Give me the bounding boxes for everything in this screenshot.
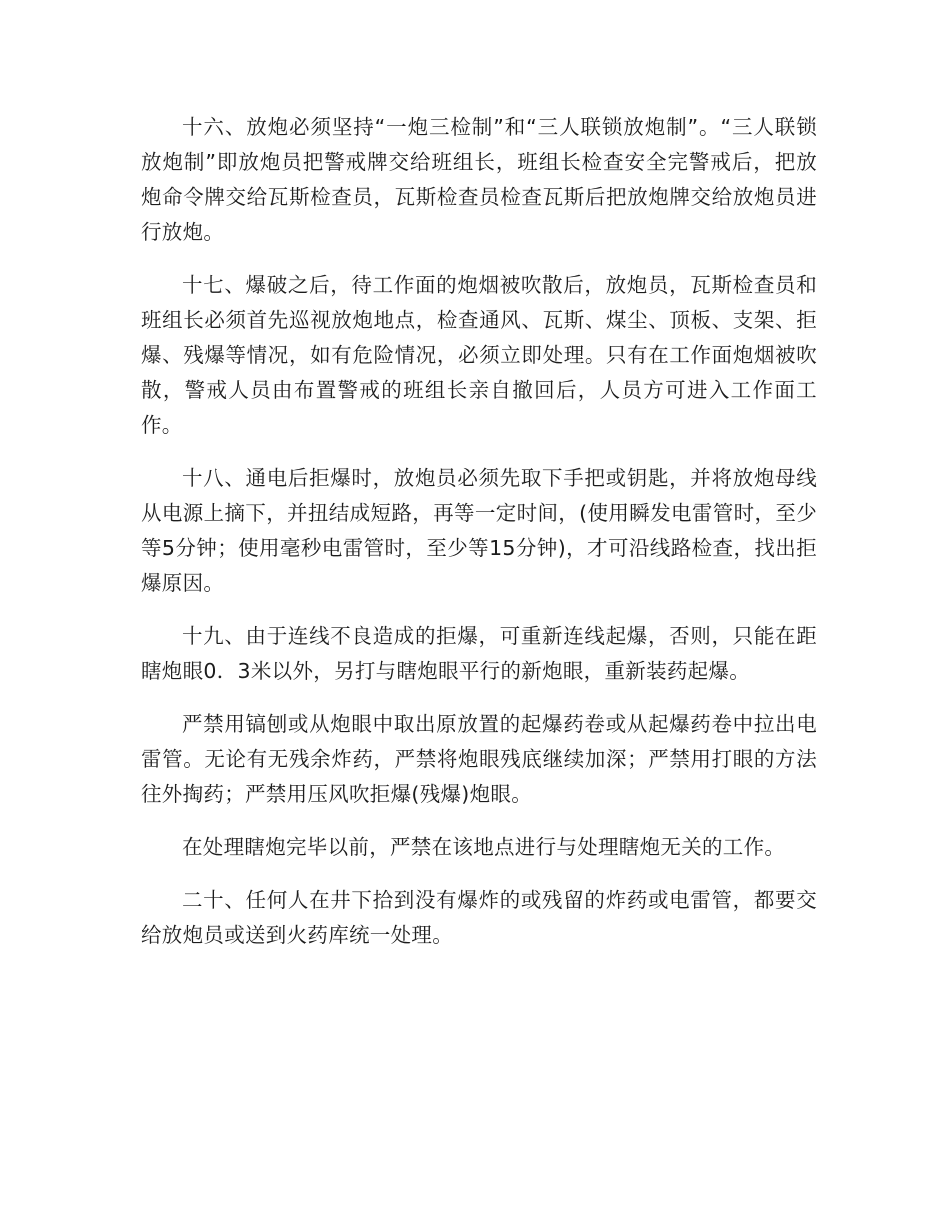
paragraph-prohibitions: 严禁用镐刨或从炮眼中取出原放置的起爆药卷或从起爆药卷中拉出电雷管。无论有无残余炸药，严禁将炮眼残底继续加深；严禁用打眼的方法往外掏药；严禁用压风吹拒爆(残爆)炮眼。: [141, 712, 817, 806]
paragraph-17: 十七、爆破之后，待工作面的炮烟被吹散后，放炮员，瓦斯检查员和班组长必须首先巡视放炮地点，检查通风、瓦斯、煤尘、顶板、支架、拒爆、残爆等情况，如有危险情况，必须立即处理。只有在工作面炮烟被吹散，警戒人员由布置警戒的班组长亲自撤回后，人员方可进入工作面工作。: [141, 273, 817, 437]
paragraph-19: 十九、由于连线不良造成的拒爆，可重新连线起爆，否则，只能在距瞎炮眼0．3米以外，另打与瞎炮眼平行的新炮眼，重新装药起爆。: [141, 624, 817, 683]
document-body: [141, 110, 817, 971]
paragraph-18: 十八、通电后拒爆时，放炮员必须先取下手把或钥匙，并将放炮母线从电源上摘下，并扭结成短路，再等一定时间，(使用瞬发电雷管时，至少等5分钟；使用毫秒电雷管时，至少等15分钟)，才可沿线路检查，找出拒爆原因。: [141, 466, 817, 595]
paragraph-misfire-handling: 在处理瞎炮完毕以前，严禁在该地点进行与处理瞎炮无关的工作。: [182, 835, 786, 859]
paragraph-20: 二十、任何人在井下拾到没有爆炸的或残留的炸药或电雷管，都要交给放炮员或送到火药库统一处理。: [141, 888, 817, 947]
paragraph-16: 十六、放炮必须坚持“一炮三检制”和“三人联锁放炮制”。“三人联锁放炮制”即放炮员把警戒牌交给班组长，班组长检查安全完警戒后，把放炮命令牌交给瓦斯检查员，瓦斯检查员检查瓦斯后把放炮牌交给放炮员进行放炮。: [141, 115, 817, 244]
